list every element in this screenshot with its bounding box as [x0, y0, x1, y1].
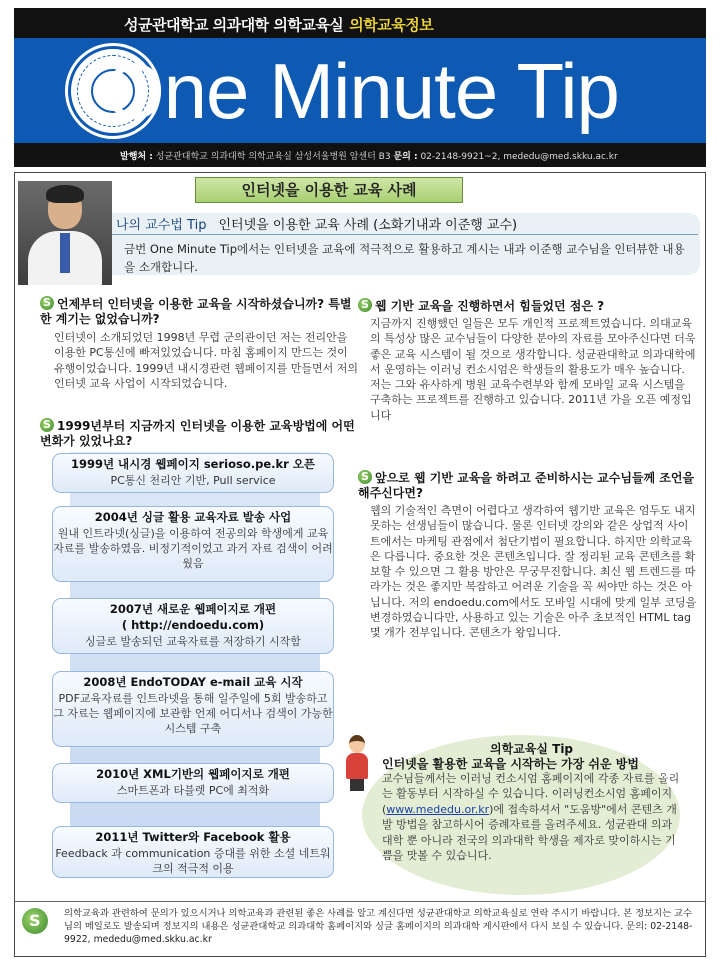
timeline-item-2007: 2007년 새로운 웹페이지로 개편 ( http://endoedu.com) 싱글로 발송되던 교육자료를 저장하기 시작함 [52, 598, 334, 654]
tip-name: 나의 교수법 Tip [116, 218, 207, 233]
timeline-item-2010: 2010년 XML기반의 웹페이지로 개편 스마트폰과 타블렛 PC에 최적화 [52, 763, 334, 803]
contact: 02-2148-9921~2, mededu@med.skku.ac.kr [420, 152, 618, 162]
header-banner [14, 38, 706, 143]
question-3: S웹 기반 교육을 진행하면서 힘들었던 점은 ? [358, 298, 698, 314]
footer-divider [14, 901, 706, 902]
mededu-tip-title: 의학교육실 Tip [490, 742, 574, 756]
answer-3: 지금까지 진행했던 일들은 모두 개인적 프로젝트였습니다. 의대교육의 특성상 많은 교수님들이 다양한 분야의 자료를 모아주신다면 더욱 좋은 교육 시스템이 될 것으로 생각합니다. 성균관대학교 의과대학에서 운영하는 이러닝 컨소시엄은 학생들의 활용도가 매우 높습니다. 저는 그와 유사하게 병원 교육수련부와 함께 모바일 교육 시스템을 구축하는 프로젝트를 진행하고 있습니다. 2011년 가을 오픈 예정입니다 [370, 317, 696, 422]
professor-photo [18, 181, 112, 285]
tip-subject: 인터넷을 이용한 교육 사례 (소화기내과 이준행 교수) [218, 218, 518, 233]
answer-1: 인터넷이 소개되었던 1998년 무렵 군의관이던 저는 전리안을 이용한 PC통신에 빠져있었습니다. 마침 홈페이지 만드는 것이 유행이었습니다. 1999년 내시경관련 웹페이지를 만들면서 저의 인터넷 교육 사업이 시작되었습니다. [54, 331, 358, 390]
timeline-item-2004: 2004년 싱글 활용 교육자료 발송 사업 원내 인트라넷(싱글)을 이용하여 전공의와 학생에게 교육자료를 발송하였음. 비정기적이었고 과거 자료 검색이 어려웠음 [52, 506, 334, 582]
publisher-label: 발행처 : [120, 152, 153, 162]
timeline-item-1999: 1999년 내시경 웹페이지 serioso.pe.kr 오픈 PC통신 천리안 기반, Pull service [52, 453, 334, 493]
tip-heading [116, 214, 517, 233]
banner-title: One Minute Tip [104, 47, 619, 135]
mededu-tip-body: 교수님들께서는 이러닝 컨소시엄 홈페이지에 각종 자료를 올리는 활동부터 시작하실 수 있습니다. 이러닝컨소시엄 홈페이지(www.mededu.or.kr)에 접속하셔서 "도움방"에서 콘텐츠 개발 방법을 참고하시어 증례자료를 올려주세요. 성균관대 의과대학 뿐 아니라 전국의 의과대학 학생을 제자로 맞이하시는 기쁨을 맛볼 수 있습니다. [382, 772, 680, 863]
mededu-link[interactable]: www.mededu.or.kr [386, 802, 490, 816]
header-org: 성균관대학교 의과대학 의학교육실 [124, 16, 344, 34]
page-title: 인터넷을 이용한 교육 사례 [195, 177, 463, 203]
header-section: 의학교육정보 [349, 16, 434, 34]
mededu-tip-subtitle: 인터넷을 활용한 교육을 시작하는 가장 쉬운 방법 [382, 757, 639, 771]
answer-4: 웹의 기술적인 측면이 어렵다고 생각하여 웹기반 교육은 엄두도 내지 못하는 선생님들이 많습니다. 물론 인터넷 강의와 같은 상업적 사이트에서는 마케팅 관점에서 첨단기법이 필요합니다. 하지만 의학교육은 다릅니다. 중요한 것은 콘텐츠입니다. 잘 정리된 교육 콘텐츠를 확보할 수 있으면 그 활용 방안은 무궁무진합니다. 최신 웹 트렌드를 따라가는 것은 좋지만 복잡하고 어려운 기술을 꼭 써야만 하는 것은 아닙니다. 저의 endoedu.com에서도 모바일 시대에 맞게 일부 코딩을 변경하였습니다만, 사용하고 있는 기술은 아주 초보적인 HTML tag 몇 개가 전부입니다. 콘텐츠가 왕입니다. [370, 504, 697, 640]
question-4: S앞으로 웹 기반 교육을 하려고 준비하시는 교수님들께 조언을 해주신다면? [358, 470, 698, 501]
bullet-icon [358, 298, 372, 312]
header-top-bar [14, 8, 706, 38]
publisher: 성균관대학교 의과대학 의학교육실 삼성서울병원 암센터 B3 [155, 152, 391, 162]
presenter-icon [340, 735, 374, 791]
timeline-item-2011: 2011년 Twitter와 Facebook 활용 Feedback 과 communication 증대를 위한 소셜 네트워크의 적극적 이용 [52, 826, 334, 878]
bullet-icon [40, 418, 54, 432]
timeline-item-2008: 2008년 EndoTODAY e-mail 교육 시작 PDF교육자료를 인트라넷을 통해 일주일에 5회 발송하고 그 자료는 웹페이지에 보관함 언제 어디서나 검색이 가능한 시스템 구축 [52, 671, 334, 747]
intro-text: 금번 One Minute Tip에서는 인터넷을 교육에 적극적으로 활용하고 계시는 내과 이준행 교수님을 인터뷰한 내용을 소개합니다. [124, 242, 685, 274]
header-org-line [124, 14, 433, 35]
divider [112, 234, 698, 235]
contact-label: 문의 : [393, 152, 418, 162]
header-publisher-bar [14, 143, 706, 167]
bullet-icon [358, 470, 372, 484]
question-1: S언제부터 인터넷을 이용한 교육을 시작하셨습니까? 특별한 계기는 없었습니까? [40, 296, 360, 327]
footer-text: 의학교육과 관련하여 문의가 있으시거나 의학교육과 관련된 좋은 사례를 알고 계신다면 성균관대학교 의학교육실로 연락 주시기 바랍니다. 본 정보지는 교수님의 메일로도 발송되며 정보지의 내용은 성균관대학교 의과대학 홈페이지와 싱글 홈페이지의 의과대학 게시판에서 다시 보실 수 있습니다. 문의: 02-2148-9922, mededu@med.skku.ac.kr [64, 908, 693, 945]
footer-logo-icon [22, 908, 48, 934]
question-2: S1999년부터 지금까지 인터넷을 이용한 교육방법에 어떤 변화가 있었나요? [40, 418, 360, 449]
bullet-icon [40, 296, 54, 310]
